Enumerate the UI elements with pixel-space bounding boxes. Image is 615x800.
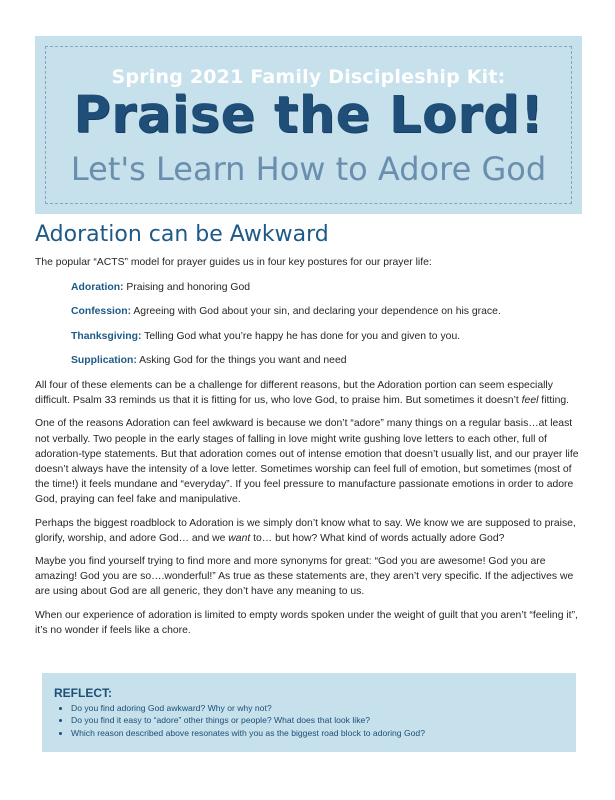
paragraph-text: Perhaps the biggest roadblock to Adoration is we simply don’t know what to say. We know we are supposed to praise, glorify, worship, and adore God… and we <box>35 517 576 544</box>
acts-term: Thanksgiving: <box>71 330 142 342</box>
acts-desc: Asking God for the things you want and need <box>136 354 347 366</box>
reflect-item: • Which reason described above resonates with you as the biggest road block to adoring God? <box>71 727 576 739</box>
article-body <box>35 255 580 646</box>
emphasis-text: want <box>228 532 251 544</box>
acts-term: Confession: <box>71 306 132 318</box>
paragraph-4: Maybe you find yourself trying to find more and more synonyms for great: “God you are awesome! God you are amazing! God you are so….wonderful!” As true as these statements are, they aren’t very specific. If the adjectives we are using about God are all generic, they don’t have any meaning to us. <box>35 556 574 598</box>
acts-item-confession <box>71 304 580 319</box>
reflect-item: • Do you find adoring God awkward? Why or why not? <box>71 702 576 714</box>
paragraph-text: to… but how? What kind of words actually adore God? <box>250 532 505 544</box>
acts-term: Adoration: <box>71 282 124 294</box>
acts-desc: Telling God what you’re happy he has done for you and given to you. <box>141 330 461 342</box>
paragraph-text: fitting. <box>538 395 570 407</box>
section-heading: Adoration can be Awkward <box>35 222 329 247</box>
acts-desc: Agreeing with God about your sin, and declaring your dependence on his grace. <box>131 306 501 318</box>
header-banner <box>35 36 582 214</box>
acts-item-supplication <box>71 353 580 368</box>
paragraph-3 <box>35 516 580 546</box>
reflect-title: REFLECT: <box>54 686 112 700</box>
main-title: Praise the Lord! <box>73 86 544 145</box>
acts-desc: Praising and honoring God <box>123 282 251 294</box>
paragraph-5: When our experience of adoration is limited to empty words spoken under the weight of guilt that you aren’t “feeling it”, it’s no wonder if feels like a chore. <box>35 609 578 636</box>
paragraph-1 <box>35 378 580 408</box>
acts-term: Supplication: <box>71 354 137 366</box>
sub-title: Let's Learn How to Adore God <box>70 150 547 188</box>
paragraph-text: All four of these elements can be a challenge for different reasons, but the Adoration portion can seem especially difficult. Psalm 33 reminds us that it is fitting for us, who love God, to praise him. But sometimes it doesn’t <box>35 380 553 407</box>
reflect-box <box>42 673 576 752</box>
acts-list <box>71 280 580 368</box>
reflect-item: • Do you find it easy to “adore” other things or people? What does that look like? <box>71 714 576 726</box>
kit-title: Spring 2021 Family Discipleship Kit: <box>111 66 506 88</box>
intro-paragraph: The popular “ACTS” model for prayer guides us in four key postures for our prayer life: <box>35 257 432 268</box>
emphasis-text: feel <box>521 395 539 407</box>
acts-item-adoration <box>71 280 580 295</box>
paragraph-2: One of the reasons Adoration can feel awkward is because we don’t “adore” many things on a regular basis…at least not verbally. Two people in the early stages of falling in love might write gushing love letters to each other, full of adoration-type statements. But that adoration comes out of intense emotion that doesn’t usually list, and our prayer life doesn’t always have the intensity of a love letter. Sometimes worship can feel full of emotion, but sometimes (most of the time!) it feels mundane and “everyday”. If you feel pressure to manufacture passionate emotions in order to adore God, praying can feel fake and manipulative. <box>35 418 579 506</box>
reflect-list <box>54 702 576 739</box>
acts-item-thanksgiving <box>71 329 580 344</box>
